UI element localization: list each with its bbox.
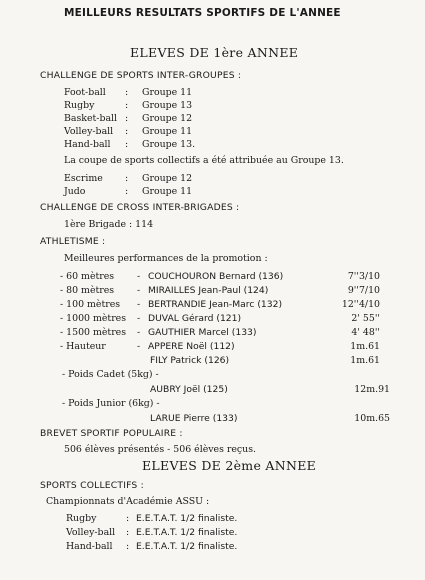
event-label: - 80 mètres: [60, 285, 115, 296]
separator: -: [137, 341, 141, 352]
result-value: 12m.91: [354, 384, 390, 395]
sports-collectifs-heading: SPORTS COLLECTIFS :: [40, 480, 144, 491]
separator: -: [137, 271, 141, 282]
result-value: 1m.61: [350, 355, 380, 366]
table-row: [60, 270, 380, 283]
separator: :: [125, 113, 129, 124]
event-label: - 1500 mètres: [60, 327, 127, 338]
cross-result: 1ère Brigade : 114: [64, 219, 154, 230]
separator: -: [137, 327, 141, 338]
result-value: 10m.65: [354, 413, 390, 424]
separator: :: [125, 139, 129, 150]
result-value: Groupe 11: [142, 186, 193, 197]
athletisme-subheading: Meilleures performances de la promotion :: [64, 253, 268, 264]
result-value: Groupe 13.: [142, 139, 196, 150]
separator: :: [125, 87, 129, 98]
poids-junior-label: - Poids Junior (6kg) -: [62, 398, 160, 409]
athletisme-heading: ATHLETISME :: [40, 236, 106, 247]
event-label: - 60 mètres: [60, 271, 115, 282]
page-title: MEILLEURS RESULTATS SPORTIFS DE L'ANNEE: [64, 7, 341, 19]
sport-label: Escrime: [64, 173, 103, 184]
result-value: 7''3/10: [347, 271, 380, 282]
sport-label: Volley-ball: [64, 126, 114, 137]
poids-cadet-label: - Poids Cadet (5kg) -: [62, 369, 159, 380]
athlete-name: FILY Patrick (126): [150, 355, 230, 366]
athlete-name: BERTRANDIE Jean-Marc (132): [148, 299, 283, 310]
athlete-name: LARUE Pierre (133): [150, 413, 238, 424]
result-value: E.E.T.A.T. 1/2 finaliste.: [136, 541, 238, 552]
sport-label: Basket-ball: [64, 113, 118, 124]
event-label: - 100 mètres: [60, 299, 121, 310]
athlete-name: APPERE Noël (112): [148, 341, 235, 352]
sport-label: Rugby: [64, 100, 95, 111]
coupe-note: La coupe de sports collectifs a été attribuée au Groupe 13.: [64, 155, 344, 166]
result-value: 1m.61: [350, 341, 380, 352]
result-value: Groupe 12: [142, 113, 193, 124]
separator: -: [137, 299, 141, 310]
athlete-name: GAUTHIER Marcel (133): [148, 327, 257, 338]
result-value: Groupe 13: [142, 100, 193, 111]
brevet-heading: BREVET SPORTIF POPULAIRE :: [40, 428, 183, 439]
result-value: Groupe 12: [142, 173, 193, 184]
separator: :: [125, 126, 129, 137]
year2-heading: ELEVES DE 2ème ANNEE: [142, 458, 317, 473]
table-row: [60, 383, 390, 396]
athlete-name: COUCHOURON Bernard (136): [148, 271, 284, 282]
sport-label: Hand-ball: [64, 139, 111, 150]
result-value: 12''4/10: [341, 299, 380, 310]
result-value: E.E.T.A.T. 1/2 finaliste.: [136, 527, 238, 538]
cross-heading: CHALLENGE DE CROSS INTER-BRIGADES :: [40, 202, 240, 213]
separator: :: [125, 186, 129, 197]
event-label: - 1000 mètres: [60, 313, 127, 324]
separator: -: [137, 285, 141, 296]
separator: :: [125, 100, 129, 111]
table-row: [60, 340, 380, 353]
separator: :: [126, 513, 130, 524]
separator: :: [126, 527, 130, 538]
result-value: 9''7/10: [347, 285, 380, 296]
table-row: [60, 284, 380, 297]
sport-label: Judo: [64, 186, 86, 197]
sport-label: Volley-ball: [66, 527, 116, 538]
result-value: 4' 48'': [351, 327, 380, 338]
table-row: [60, 326, 380, 339]
event-label: - Hauteur: [60, 341, 106, 352]
result-value: 2' 55'': [351, 313, 380, 324]
table-row: [60, 412, 390, 425]
challenge-groupes-heading: CHALLENGE DE SPORTS INTER-GROUPES :: [40, 70, 242, 81]
brevet-result: 506 élèves présentés - 506 élèves reçus.: [64, 444, 256, 455]
table-row: [60, 354, 380, 367]
result-value: Groupe 11: [142, 87, 193, 98]
sport-label: Rugby: [66, 513, 97, 524]
year1-heading: ELEVES DE 1ère ANNEE: [130, 45, 299, 60]
separator: -: [137, 313, 141, 324]
table-row: [60, 312, 380, 325]
athlete-name: MIRAILLES Jean-Paul (124): [148, 285, 269, 296]
result-value: Groupe 11: [142, 126, 193, 137]
separator: :: [125, 173, 129, 184]
athlete-name: AUBRY Joël (125): [150, 384, 228, 395]
sport-label: Foot-ball: [64, 87, 106, 98]
result-value: E.E.T.A.T. 1/2 finaliste.: [136, 513, 238, 524]
sport-label: Hand-ball: [66, 541, 113, 552]
table-row: [60, 298, 380, 311]
separator: :: [126, 541, 130, 552]
athlete-name: DUVAL Gérard (121): [148, 313, 242, 324]
championnats-subheading: Championnats d'Académie ASSU :: [46, 496, 210, 507]
